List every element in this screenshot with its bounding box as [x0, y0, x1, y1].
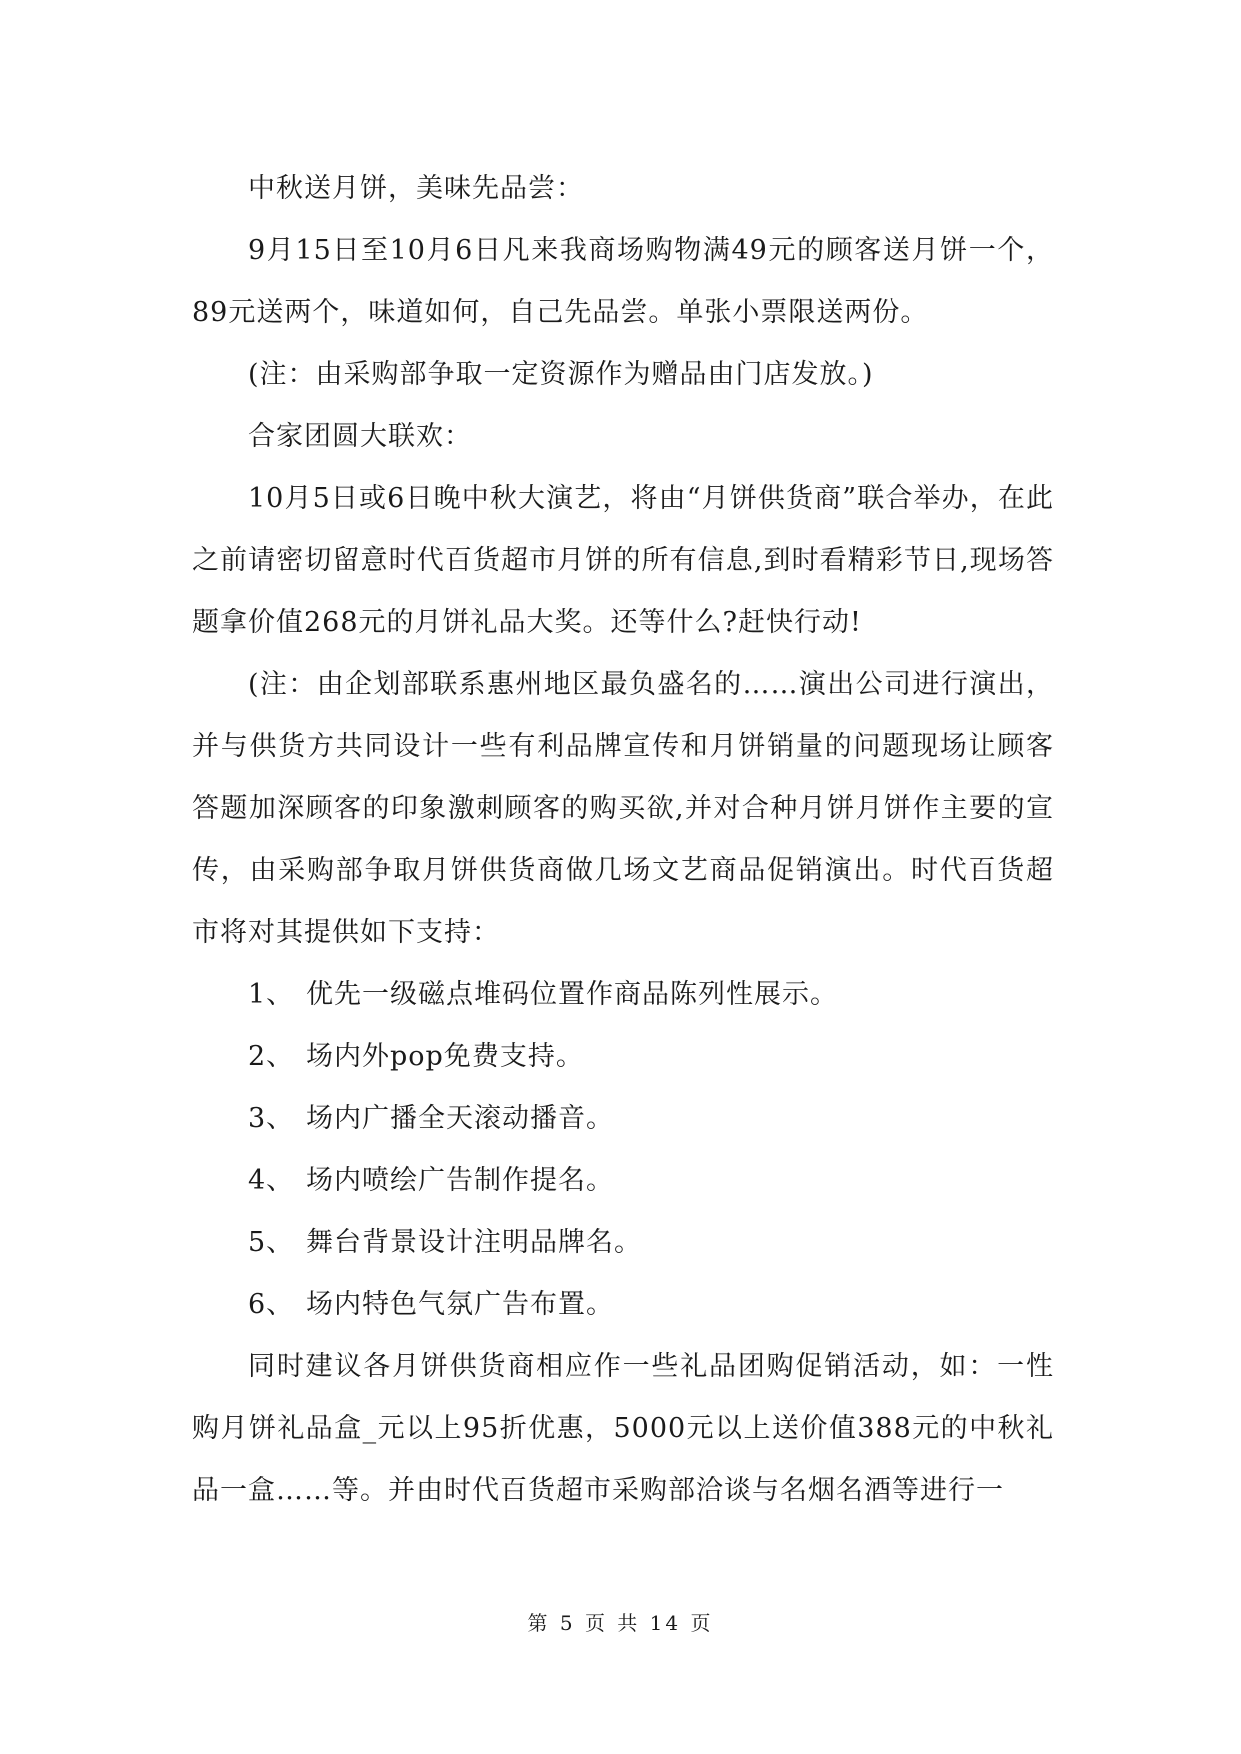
page-number-footer: 第 5 页 共 14 页 — [527, 1611, 714, 1635]
list-item-number: 4、 — [248, 1165, 295, 1196]
list-item-text: 场内喷绘广告制作提名。 — [306, 1165, 614, 1196]
list-item — [192, 1026, 1054, 1088]
paragraph-note-planning: (注：由企划部联系惠州地区最负盛名的……演出公司进行演出，并与供货方共同设计一些有利品牌宣传和月饼销量的问题现场让顾客答题加深顾客的印象激刺顾客的购买欲,并对合种月饼月饼作主要的宣传，由采购部争取月饼供货商做几场文艺商品促销演出。时代百货超市将对其提供如下支持： — [192, 669, 1054, 948]
list-item-number: 3、 — [248, 1103, 295, 1134]
list-item — [192, 964, 1054, 1026]
paragraph-group-purchase: 同时建议各月饼供货商相应作一些礼品团购促销活动，如：一性购月饼礼品盒_元以上95折优惠，5000元以上送价值388元的中秋礼品一盒……等。并由时代百货超市采购部洽谈与名烟名酒等进行一 — [192, 1351, 1054, 1506]
paragraph-note-procurement: (注：由采购部争取一定资源作为赠品由门店发放。) — [248, 359, 874, 390]
list-item-number: 1、 — [248, 979, 295, 1010]
section-heading-family-reunion: 合家团圆大联欢： — [248, 421, 472, 452]
list-item — [192, 1088, 1054, 1150]
list-item — [192, 1150, 1054, 1212]
paragraph-performance: 10月5日或6日晚中秋大演艺，将由“月饼供货商”联合举办，在此之前请密切留意时代百货超市月饼的所有信息,到时看精彩节日,现场答题拿价值268元的月饼礼品大奖。还等什么?赶快行动! — [192, 483, 1054, 638]
list-item-number: 5、 — [248, 1227, 295, 1258]
list-item-text: 优先一级磁点堆码位置作商品陈列性展示。 — [306, 979, 838, 1010]
list-item-number: 6、 — [248, 1289, 295, 1320]
list-item-text: 舞台背景设计注明品牌名。 — [306, 1227, 642, 1258]
section-heading-mooncake-gift: 中秋送月饼，美味先品尝： — [248, 173, 584, 204]
list-item-text: 场内广播全天滚动播音。 — [306, 1103, 614, 1134]
document-body — [192, 158, 1054, 1522]
list-item — [192, 1274, 1054, 1336]
list-item-number: 2、 — [248, 1041, 295, 1072]
list-item-text: 场内特色气氛广告布置。 — [306, 1289, 614, 1320]
list-item — [192, 1212, 1054, 1274]
paragraph-gift-rules: 9月15日至10月6日凡来我商场购物满49元的顾客送月饼一个，89元送两个，味道如何，自己先品尝。单张小票限送两份。 — [192, 235, 1054, 328]
support-list — [192, 964, 1054, 1336]
list-item-text: 场内外pop免费支持。 — [306, 1041, 584, 1072]
